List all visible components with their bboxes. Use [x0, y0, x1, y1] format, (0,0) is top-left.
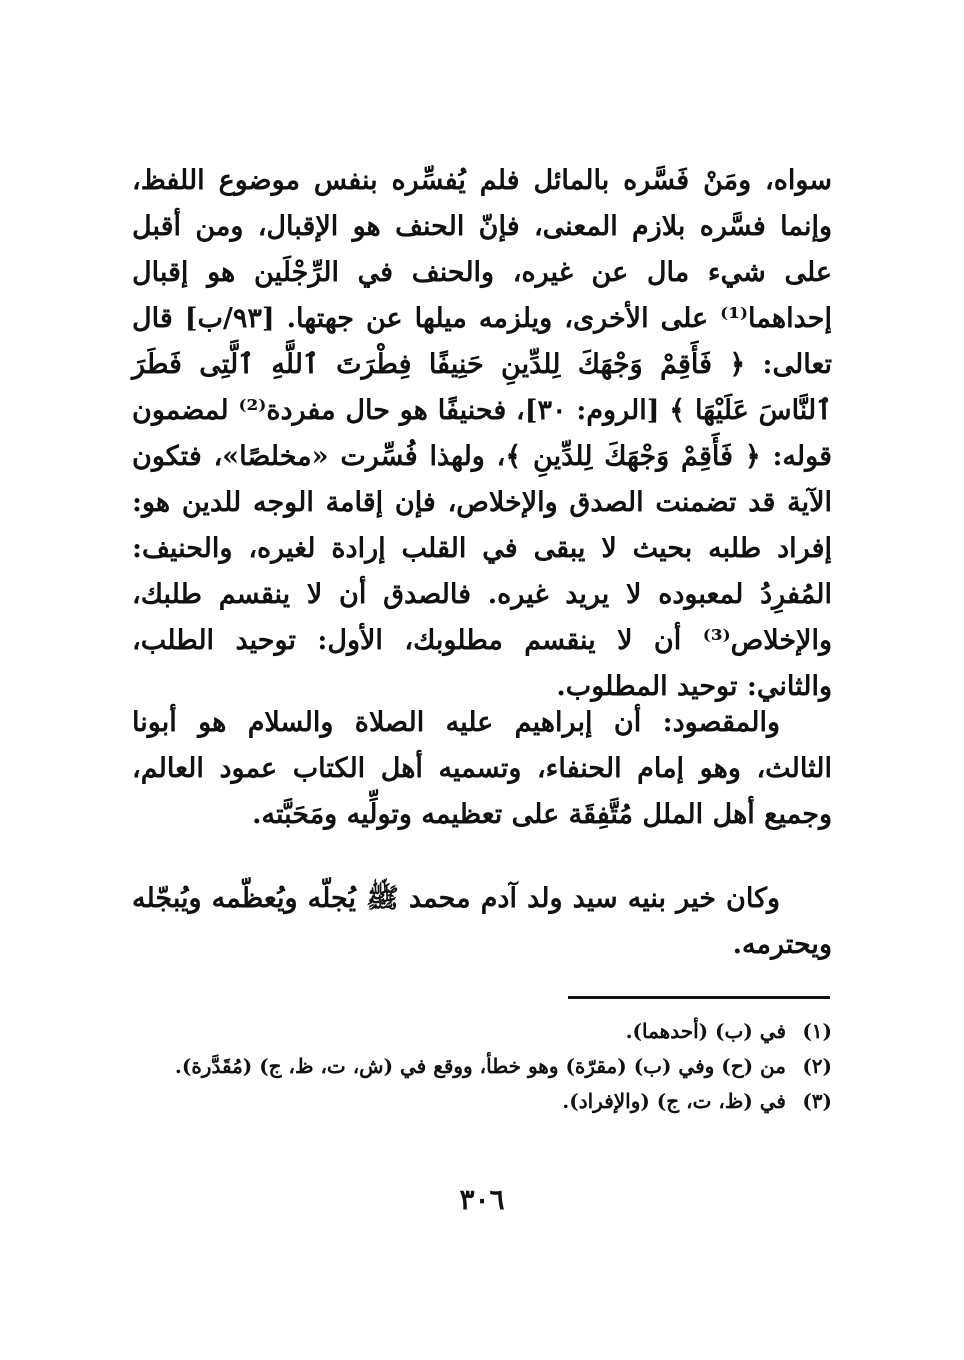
- footnote-text: في (ب) (أحدهما).: [625, 1019, 786, 1043]
- footnote-number: (١): [802, 1019, 832, 1043]
- footnote-separator: [568, 996, 830, 999]
- paragraph-2: والمقصود: أن إبراهيم عليه الصلاة والسلام هو أبونا الثالث، وهو إمام الحنفاء، وتسميه أهل الكتاب عمود العالم، وجميع أهل الملل مُتَّفِقَة على تعظيمه وتولِّيه ومَحَبَّته.: [132, 707, 832, 830]
- footnote-3: [132, 1084, 832, 1119]
- footnote-text: من (ح) وفي (ب) (مقرّة) وهو خطأ، ووقع في (ش، ت، ظ، ج) (مُقَدَّرة).: [174, 1054, 786, 1078]
- paragraph-3: وكان خير بنيه سيد ولد آدم محمد ﷺ يُجلّه ويُعظّمه ويُبجّله ويحترمه.: [132, 883, 832, 960]
- footnote-text: في (ظ، ت، ج) (والإفراد).: [562, 1089, 786, 1113]
- paragraph-1: سواه، ومَنْ فَسَّره بالمائل فلم يُفسِّره بنفس موضوع اللفظ، وإنما فسَّره بلازم المعنى، فإنّ الحنف هو الإقبال، ومن أقبل على شيء مال عن غيره، والحنف في الرِّجْلَين هو إقبال إحداهما⁽¹⁾ على الأخرى، ويلزمه ميلها عن جهتها. [٩٣/ب] قال تعالى: ﴿ فَأَقِمْ وَجْهَكَ لِلدِّينِ حَنِيفًا فِطْرَتَ ٱللَّهِ ٱلَّتِى فَطَرَ ٱلنَّاسَ عَلَيْهَا ﴾ [الروم: ٣٠]، فحنيفًا هو حال مفردة⁽²⁾ لمضمون قوله: ﴿ فَأَقِمْ وَجْهَكَ لِلدِّينِ ﴾، ولهذا فُسِّرت «مخلصًا»، فتكون الآية قد تضمنت الصدق والإخلاص، فإن إقامة الوجه للدين هو: إفراد طلبه بحيث لا يبقى في القلب إرادة لغيره، والحنيف: المُفرِدُ لمعبوده لا يريد غيره. فالصدق أن لا ينقسم طلبك، والإخلاص⁽³⁾ أن لا ينقسم مطلوبك، الأول: توحيد الطلب، والثاني: توحيد المطلوب.: [132, 165, 833, 702]
- footnotes: [132, 1014, 832, 1119]
- footnote-1: [132, 1014, 832, 1049]
- footnote-number: (٣): [802, 1089, 832, 1113]
- footnote-2: [132, 1049, 832, 1084]
- footnote-number: (٢): [802, 1054, 832, 1078]
- page-number: ٣٠٦: [459, 1183, 505, 1216]
